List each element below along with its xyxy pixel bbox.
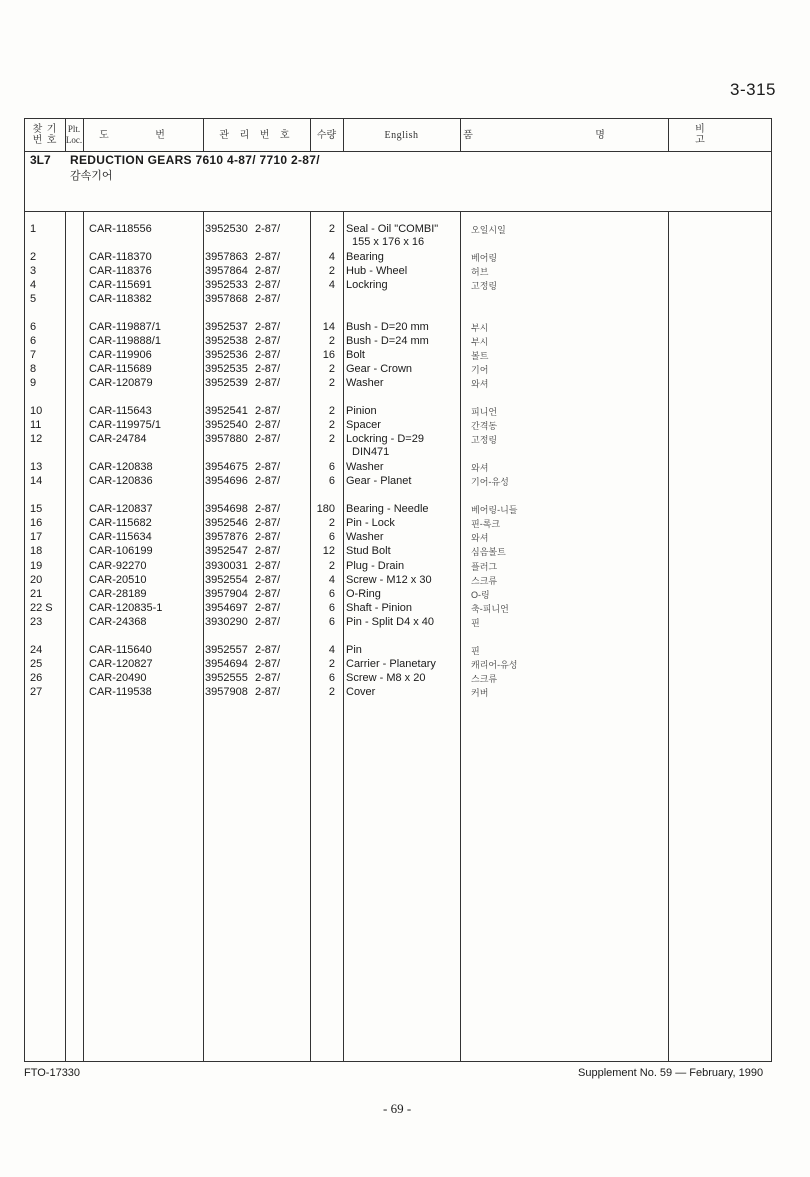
effective-date: 2-87/ — [255, 377, 281, 389]
effective-date: 2-87/ — [255, 363, 281, 375]
quantity: 4 — [328, 279, 335, 291]
section-code: 3L7 — [30, 153, 51, 167]
item-number: 12 — [30, 433, 43, 445]
english-description: Washer — [346, 531, 384, 543]
part-number: CAR-118376 — [89, 265, 152, 277]
korean-description: 심음볼트 — [471, 547, 506, 557]
item-number: 8 — [30, 363, 37, 375]
effective-date: 2-87/ — [255, 349, 281, 361]
item-number: 17 — [30, 531, 43, 543]
korean-description: 피니언 — [471, 407, 498, 417]
management-number: 3957863 — [205, 251, 248, 263]
management-number: 3952547 — [205, 545, 248, 557]
korean-description: 핀-록크 — [471, 519, 501, 529]
english-description: Lockring — [346, 279, 388, 291]
management-number: 3954698 — [205, 503, 248, 515]
footer-page-number: - 69 - — [383, 1101, 412, 1116]
korean-description: 간격동 — [471, 421, 498, 431]
quantity: 2 — [328, 405, 335, 417]
item-number: 19 — [30, 560, 43, 572]
quantity: 4 — [328, 644, 335, 656]
part-number: CAR-28189 — [89, 588, 147, 600]
part-number: CAR-120836 — [89, 475, 153, 487]
english-description: Stud Bolt — [346, 545, 391, 557]
quantity: 2 — [328, 377, 335, 389]
korean-description: 와셔 — [471, 379, 489, 389]
quantity: 2 — [328, 658, 335, 670]
part-number: CAR-120835-1 — [89, 602, 163, 614]
management-number: 3930290 — [205, 616, 248, 628]
quantity: 2 — [328, 223, 335, 235]
quantity: 6 — [328, 475, 335, 487]
item-number: 5 — [30, 293, 37, 305]
quantity: 6 — [328, 616, 335, 628]
korean-description: 부시 — [471, 323, 489, 333]
item-number: 23 — [30, 616, 43, 628]
korean-description: 허브 — [471, 267, 489, 277]
header-korean-name: 품 명 — [463, 129, 665, 141]
korean-description: 고정링 — [471, 435, 498, 445]
korean-description: 고정링 — [471, 281, 498, 291]
effective-date: 2-87/ — [255, 672, 281, 684]
korean-description: 베어링 — [471, 253, 498, 263]
effective-date: 2-87/ — [255, 574, 281, 586]
header-remarks: 비 고 — [695, 124, 745, 146]
management-number: 3954694 — [205, 658, 248, 670]
management-number: 3954696 — [205, 475, 248, 487]
english-description: Washer — [346, 461, 384, 473]
korean-description: 핀 — [471, 646, 480, 656]
management-number: 3952540 — [205, 419, 248, 431]
quantity: 2 — [328, 363, 335, 375]
english-description: Pinion — [346, 405, 377, 417]
header-item: 찾 기 번 호 — [32, 124, 58, 146]
management-number: 3952546 — [205, 517, 248, 529]
effective-date: 2-87/ — [255, 531, 281, 543]
management-number: 3952557 — [205, 644, 248, 656]
section-title: REDUCTION GEARS 7610 4-87/ 7710 2-87/ — [70, 153, 320, 167]
quantity: 180 — [316, 503, 335, 515]
effective-date: 2-87/ — [255, 405, 281, 417]
english-description: Screw - M8 x 20 — [346, 672, 426, 684]
header-mgmt-no: 관 리 번 호 — [219, 129, 294, 141]
effective-date: 2-87/ — [255, 419, 281, 431]
english-description: Lockring - D=29 — [346, 433, 424, 445]
management-number: 3952554 — [205, 574, 248, 586]
effective-date: 2-87/ — [255, 517, 281, 529]
management-number: 3952530 — [205, 223, 248, 235]
quantity: 6 — [328, 588, 335, 600]
item-number: 2 — [30, 251, 37, 263]
quantity: 2 — [328, 335, 335, 347]
quantity: 6 — [328, 602, 335, 614]
english-description: Bush - D=24 mm — [346, 335, 429, 347]
management-number: 3957876 — [205, 531, 248, 543]
korean-description: 스크류 — [471, 674, 498, 684]
quantity: 2 — [328, 419, 335, 431]
english-description: Hub - Wheel — [346, 265, 408, 277]
effective-date: 2-87/ — [255, 223, 281, 235]
english-description: Bearing — [346, 251, 384, 263]
item-number: 13 — [30, 461, 43, 473]
korean-description: O-링 — [471, 590, 490, 600]
header-qty: 수량 — [316, 129, 337, 141]
part-number: CAR-118370 — [89, 251, 152, 263]
korean-description: 캐리어-유성 — [471, 660, 518, 670]
effective-date: 2-87/ — [255, 321, 281, 333]
english-description-continued: 155 x 176 x 16 — [352, 236, 425, 248]
quantity: 6 — [328, 531, 335, 543]
part-number: CAR-119888/1 — [89, 335, 161, 347]
effective-date: 2-87/ — [255, 293, 281, 305]
item-number: 21 — [30, 588, 43, 600]
table-body — [25, 119, 771, 1061]
item-number: 22 S — [30, 602, 53, 614]
quantity: 12 — [322, 545, 335, 557]
english-description: Bush - D=20 mm — [346, 321, 429, 333]
item-number: 9 — [30, 377, 37, 389]
english-description: Gear - Crown — [346, 363, 413, 375]
management-number: 3957868 — [205, 293, 248, 305]
effective-date: 2-87/ — [255, 251, 281, 263]
korean-description: 핀 — [471, 618, 480, 628]
part-number: CAR-119538 — [89, 686, 152, 698]
management-number: 3952538 — [205, 335, 248, 347]
management-number: 3930031 — [205, 560, 248, 572]
part-number: CAR-115691 — [89, 279, 152, 291]
item-number: 6 — [30, 335, 37, 347]
part-number: CAR-119906 — [89, 349, 152, 361]
effective-date: 2-87/ — [255, 433, 281, 445]
english-description: Bolt — [346, 349, 365, 361]
korean-description: 볼트 — [471, 351, 489, 361]
part-number: CAR-115682 — [89, 517, 152, 529]
item-number: 20 — [30, 574, 43, 586]
quantity: 2 — [328, 433, 335, 445]
supplement-info: Supplement No. 59 — February, 1990 — [578, 1067, 764, 1079]
management-number: 3952535 — [205, 363, 248, 375]
english-description: Gear - Planet — [346, 475, 412, 487]
effective-date: 2-87/ — [255, 644, 281, 656]
english-description: Cover — [346, 686, 376, 698]
english-description: O-Ring — [346, 588, 381, 600]
effective-date: 2-87/ — [255, 545, 281, 557]
quantity: 2 — [328, 517, 335, 529]
quantity: 2 — [328, 265, 335, 277]
korean-description: 스크류 — [471, 576, 498, 586]
part-number: CAR-120827 — [89, 658, 153, 670]
korean-description: 플러그 — [471, 562, 498, 572]
management-number: 3957908 — [205, 686, 248, 698]
part-number: CAR-119975/1 — [89, 419, 161, 431]
korean-description: 베어링-니들 — [471, 505, 518, 515]
item-number: 14 — [30, 475, 43, 487]
item-number: 27 — [30, 686, 43, 698]
item-number: 18 — [30, 545, 43, 557]
management-number: 3952555 — [205, 672, 248, 684]
english-description-continued: DIN471 — [352, 446, 390, 458]
management-number: 3952533 — [205, 279, 248, 291]
item-number: 25 — [30, 658, 43, 670]
part-number: CAR-115643 — [89, 405, 152, 417]
english-description: Seal - Oil "COMBI" — [346, 223, 439, 235]
part-number: CAR-118556 — [89, 223, 152, 235]
effective-date: 2-87/ — [255, 560, 281, 572]
item-number: 7 — [30, 349, 37, 361]
item-number: 24 — [30, 644, 43, 656]
effective-date: 2-87/ — [255, 588, 281, 600]
header-english: English — [384, 129, 419, 141]
management-number: 3957864 — [205, 265, 248, 277]
effective-date: 2-87/ — [255, 686, 281, 698]
management-number: 3957880 — [205, 433, 248, 445]
header-plt-loc: Plt. Loc. — [65, 124, 83, 145]
effective-date: 2-87/ — [255, 279, 281, 291]
item-number: 6 — [30, 321, 37, 333]
item-number: 11 — [30, 419, 42, 431]
quantity: 4 — [328, 574, 335, 586]
quantity: 2 — [328, 686, 335, 698]
part-number: CAR-118382 — [89, 293, 152, 305]
korean-description: 기어 — [471, 365, 489, 375]
effective-date: 2-87/ — [255, 658, 281, 670]
english-description: Washer — [346, 377, 384, 389]
management-number: 3952541 — [205, 405, 248, 417]
part-number: CAR-119887/1 — [89, 321, 161, 333]
quantity: 14 — [322, 321, 335, 333]
part-number: CAR-120879 — [89, 377, 153, 389]
part-number: CAR-20510 — [89, 574, 147, 586]
effective-date: 2-87/ — [255, 265, 281, 277]
effective-date: 2-87/ — [255, 335, 281, 347]
quantity: 2 — [328, 560, 335, 572]
item-number: 26 — [30, 672, 43, 684]
effective-date: 2-87/ — [255, 461, 281, 473]
quantity: 6 — [328, 672, 335, 684]
korean-description: 기어-유성 — [471, 477, 509, 487]
management-number: 3952539 — [205, 377, 248, 389]
korean-description: 부시 — [471, 337, 489, 347]
management-number: 3954675 — [205, 461, 248, 473]
part-number: CAR-24368 — [89, 616, 147, 628]
part-number: CAR-115689 — [89, 363, 152, 375]
part-number: CAR-115634 — [89, 531, 152, 543]
quantity: 6 — [328, 461, 335, 473]
management-number: 3952536 — [205, 349, 248, 361]
quantity: 4 — [328, 251, 335, 263]
item-number: 16 — [30, 517, 43, 529]
english-description: Pin — [346, 644, 362, 656]
item-number: 3 — [30, 265, 37, 277]
document-code: FTO-17330 — [24, 1067, 81, 1079]
english-description: Shaft - Pinion — [346, 602, 413, 614]
english-description: Spacer — [346, 419, 381, 431]
parts-table — [24, 118, 772, 1062]
header-drawing-no: 도 번 — [99, 129, 187, 141]
part-number: CAR-106199 — [89, 545, 153, 557]
english-description: Carrier - Planetary — [346, 658, 436, 670]
english-description: Pin - Lock — [346, 517, 395, 529]
item-number: 1 — [30, 223, 37, 235]
item-number: 15 — [30, 503, 43, 515]
effective-date: 2-87/ — [255, 503, 281, 515]
effective-date: 2-87/ — [255, 616, 281, 628]
part-number: CAR-20490 — [89, 672, 147, 684]
effective-date: 2-87/ — [255, 602, 281, 614]
english-description: Screw - M12 x 30 — [346, 574, 432, 586]
korean-description: 축-피니언 — [471, 604, 509, 614]
english-description: Bearing - Needle — [346, 503, 429, 515]
item-number: 4 — [30, 279, 37, 291]
management-number: 3952537 — [205, 321, 248, 333]
section-korean-title: 감속기어 — [70, 170, 113, 182]
page-number: 3-315 — [730, 80, 776, 99]
english-description: Plug - Drain — [346, 560, 405, 572]
part-number: CAR-115640 — [89, 644, 152, 656]
management-number: 3957904 — [205, 588, 248, 600]
part-number: CAR-92270 — [89, 560, 147, 572]
management-number: 3954697 — [205, 602, 248, 614]
korean-description: 와셔 — [471, 533, 489, 543]
korean-description: 커버 — [471, 688, 489, 698]
part-number: CAR-24784 — [89, 433, 147, 445]
korean-description: 오일시일 — [471, 225, 506, 235]
part-number: CAR-120837 — [89, 503, 153, 515]
korean-description: 와셔 — [471, 463, 489, 473]
part-number: CAR-120838 — [89, 461, 153, 473]
quantity: 16 — [322, 349, 335, 361]
english-description: Pin - Split D4 x 40 — [346, 616, 435, 628]
item-number: 10 — [30, 405, 43, 417]
effective-date: 2-87/ — [255, 475, 281, 487]
